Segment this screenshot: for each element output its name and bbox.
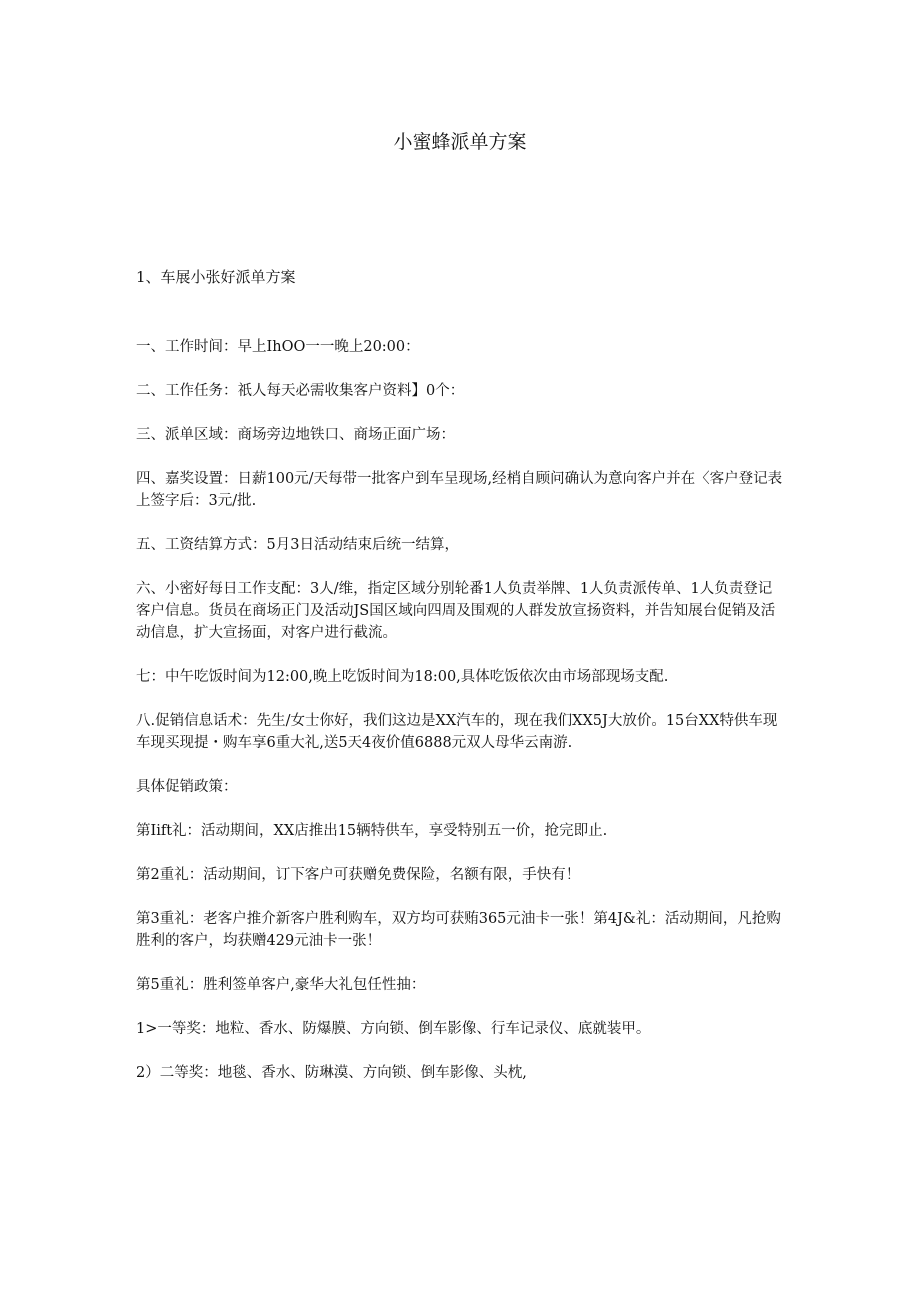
- paragraph-first-prize: 1>一等奖：地粒、香水、防爆膜、方向锁、倒车影像、行车记录仪、底就装甲。: [136, 1021, 651, 1037]
- paragraph-work-task: 二、工作任务：祇人每天必需收集客户资料】0个：: [136, 383, 465, 399]
- paragraph-settlement: 五、工资结算方式：5月3日活动结束后统一结算，: [136, 537, 459, 553]
- paragraph-policy-heading: 具体促销政策：: [136, 779, 238, 795]
- paragraph-gift-2: 第2重礼：活动期间，订下客户可获赠免费保险，名额有限，手快有！: [136, 867, 581, 883]
- paragraph-daily-arrangement: 六、小密好每日工作支配：3人/维，指定区域分别轮番1人负责举牌、1人负责派传单、1人负责登记客户信息。货员在商场正门及活动JS国区域向四周及围观的人群发放宣扬资料，并告知展台促销及活动信息，扩大宣扬面，对客户进行截流。: [136, 581, 776, 641]
- paragraph-gift-5: 第5重礼：胜利签单客户,豪华大礼包任性抽：: [136, 977, 426, 993]
- section-heading: 1、车展小张好派单方案: [136, 268, 296, 286]
- paragraph-meal-time: 七：中午吃饭时间为12:00,晚上吃饭时间为18:00,具体吃饭依次由市场部现场支配.: [136, 669, 669, 685]
- document-body: [136, 336, 784, 1106]
- paragraph-second-prize: 2）二等奖：地毯、香水、防琳漠、方向锁、倒车影像、头枕,: [136, 1065, 527, 1081]
- paragraph-work-time: 一、工作时间：早上IhOO一一晚上20:00：: [136, 339, 420, 355]
- paragraph-sales-script: 八.促销信息话术：先生/女士你好，我们这边是XX汽车的，现在我们XX5J大放价。15台XX特供车现车现买现提・购车享6重大礼,送5天4夜价值6888元双人母华云南游.: [136, 713, 778, 751]
- paragraph-gift-1: 第Iift礼：活动期间，XX店推出15辆特供车，享受特别五一价，抢完即止.: [136, 823, 608, 839]
- paragraph-reward: 四、嘉奖设置：日薪100元/天每带一批客户到车呈现场,经梢自顾问确认为意向客户并在〈客户登记表上签字后：3元/批.: [136, 471, 783, 509]
- document-title: 小蜜蜂派单方案: [393, 131, 527, 153]
- paragraph-area: 三、派单区域：商场旁边地铁口、商场正面广场：: [136, 427, 455, 443]
- paragraph-gift-3-4: 第3重礼：老客户推介新客户胜利购车，双方均可获贿365元油卡一张！第4J&礼：活动期间，凡抢购胜利的客户，均获赠429元油卡一张！: [136, 911, 781, 949]
